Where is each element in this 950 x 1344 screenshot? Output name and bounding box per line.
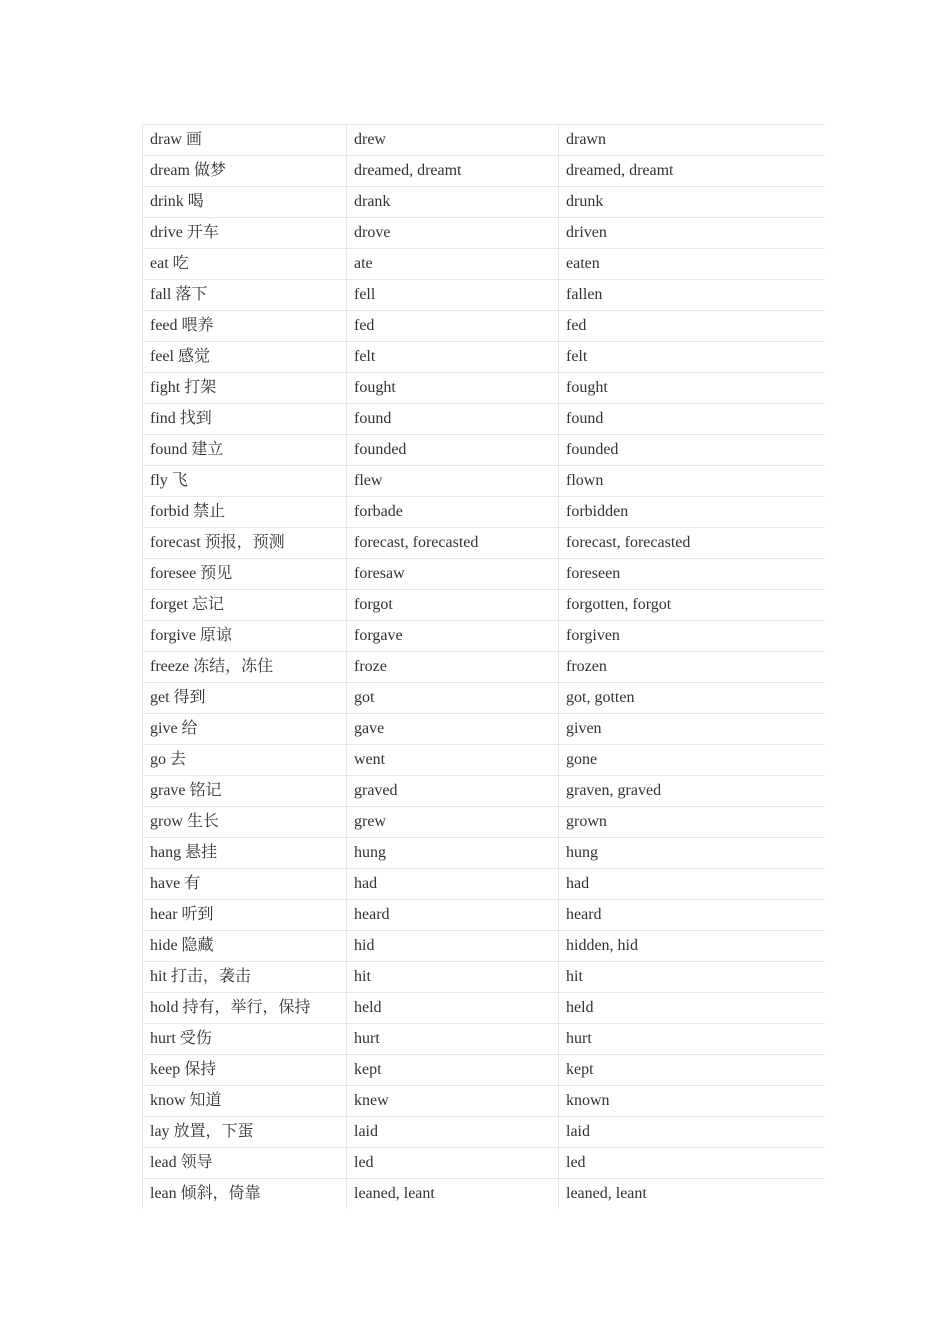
verb-past-participle: graven, graved <box>559 776 825 807</box>
verb-past-participle: fought <box>559 373 825 404</box>
verb-past-participle: heard <box>559 900 825 931</box>
table-row <box>143 714 825 745</box>
verb-past-participle: grown <box>559 807 825 838</box>
table-row <box>143 590 825 621</box>
verb-past-participle: forgiven <box>559 621 825 652</box>
verb-past-tense: drank <box>347 187 559 218</box>
verb-past-tense: dreamed, dreamt <box>347 156 559 187</box>
verb-base-form: draw 画 <box>143 125 347 156</box>
table-row <box>143 1179 825 1210</box>
table-row <box>143 745 825 776</box>
table-row <box>143 962 825 993</box>
verb-past-participle: hidden, hid <box>559 931 825 962</box>
table-row <box>143 218 825 249</box>
verb-past-participle: laid <box>559 1117 825 1148</box>
verb-past-tense: hurt <box>347 1024 559 1055</box>
verb-past-participle: known <box>559 1086 825 1117</box>
table-row <box>143 993 825 1024</box>
verb-past-tense: forgot <box>347 590 559 621</box>
verb-past-tense: graved <box>347 776 559 807</box>
verb-past-tense: had <box>347 869 559 900</box>
verb-base-form: go 去 <box>143 745 347 776</box>
verb-past-tense: went <box>347 745 559 776</box>
verb-past-tense: hung <box>347 838 559 869</box>
verb-past-tense: kept <box>347 1055 559 1086</box>
verb-base-form: know 知道 <box>143 1086 347 1117</box>
table-row <box>143 373 825 404</box>
verb-past-tense: heard <box>347 900 559 931</box>
table-row <box>143 1117 825 1148</box>
verb-base-form: forgive 原谅 <box>143 621 347 652</box>
verb-base-form: forecast 预报，预测 <box>143 528 347 559</box>
table-row <box>143 404 825 435</box>
verb-past-participle: got, gotten <box>559 683 825 714</box>
verb-past-participle: found <box>559 404 825 435</box>
verb-base-form: hold 持有，举行，保持 <box>143 993 347 1024</box>
verb-past-tense: knew <box>347 1086 559 1117</box>
table-row <box>143 311 825 342</box>
verb-past-participle: forbidden <box>559 497 825 528</box>
table-row <box>143 280 825 311</box>
verb-base-form: find 找到 <box>143 404 347 435</box>
table-row <box>143 342 825 373</box>
verb-past-tense: led <box>347 1148 559 1179</box>
verb-base-form: hear 听到 <box>143 900 347 931</box>
verb-past-participle: felt <box>559 342 825 373</box>
verb-past-tense: fought <box>347 373 559 404</box>
verb-table-body <box>143 125 825 1210</box>
verb-past-participle: frozen <box>559 652 825 683</box>
table-row <box>143 683 825 714</box>
verb-past-participle: eaten <box>559 249 825 280</box>
table-row <box>143 869 825 900</box>
verb-past-tense: hit <box>347 962 559 993</box>
table-row <box>143 466 825 497</box>
table-row <box>143 528 825 559</box>
verb-past-tense: drove <box>347 218 559 249</box>
verb-base-form: drive 开车 <box>143 218 347 249</box>
verb-past-participle: fed <box>559 311 825 342</box>
verb-past-tense: held <box>347 993 559 1024</box>
table-row <box>143 807 825 838</box>
table-row <box>143 559 825 590</box>
verb-base-form: have 有 <box>143 869 347 900</box>
table-row <box>143 156 825 187</box>
table-row <box>143 1055 825 1086</box>
verb-base-form: found 建立 <box>143 435 347 466</box>
verb-base-form: give 给 <box>143 714 347 745</box>
table-row <box>143 497 825 528</box>
verb-past-tense: got <box>347 683 559 714</box>
table-row <box>143 1086 825 1117</box>
table-row <box>143 652 825 683</box>
verb-base-form: foresee 预见 <box>143 559 347 590</box>
verb-base-form: drink 喝 <box>143 187 347 218</box>
verb-base-form: get 得到 <box>143 683 347 714</box>
verb-past-participle: hung <box>559 838 825 869</box>
table-row <box>143 187 825 218</box>
verb-past-participle: drawn <box>559 125 825 156</box>
verb-past-participle: foreseen <box>559 559 825 590</box>
verb-past-tense: forbade <box>347 497 559 528</box>
verb-past-participle: flown <box>559 466 825 497</box>
verb-past-participle: had <box>559 869 825 900</box>
verb-base-form: fly 飞 <box>143 466 347 497</box>
verb-past-participle: leaned, leant <box>559 1179 825 1210</box>
verb-base-form: hide 隐藏 <box>143 931 347 962</box>
verb-past-tense: forgave <box>347 621 559 652</box>
verb-past-participle: hit <box>559 962 825 993</box>
verb-base-form: hurt 受伤 <box>143 1024 347 1055</box>
verb-past-tense: felt <box>347 342 559 373</box>
verb-base-form: keep 保持 <box>143 1055 347 1086</box>
verb-base-form: dream 做梦 <box>143 156 347 187</box>
verb-past-tense: fed <box>347 311 559 342</box>
verb-base-form: lean 倾斜，倚靠 <box>143 1179 347 1210</box>
verb-past-participle: forecast, forecasted <box>559 528 825 559</box>
verb-base-form: grow 生长 <box>143 807 347 838</box>
verb-base-form: feed 喂养 <box>143 311 347 342</box>
verb-past-participle: drunk <box>559 187 825 218</box>
verb-past-participle: held <box>559 993 825 1024</box>
verb-past-tense: flew <box>347 466 559 497</box>
table-row <box>143 435 825 466</box>
verb-past-participle: gone <box>559 745 825 776</box>
table-row <box>143 1024 825 1055</box>
verb-past-participle: forgotten, forgot <box>559 590 825 621</box>
verb-base-form: lay 放置，下蛋 <box>143 1117 347 1148</box>
table-row <box>143 125 825 156</box>
verb-past-participle: fallen <box>559 280 825 311</box>
verb-past-tense: grew <box>347 807 559 838</box>
verb-base-form: forget 忘记 <box>143 590 347 621</box>
verb-past-participle: kept <box>559 1055 825 1086</box>
verb-base-form: fall 落下 <box>143 280 347 311</box>
table-row <box>143 1148 825 1179</box>
table-row <box>143 621 825 652</box>
irregular-verb-table <box>142 124 825 1209</box>
verb-base-form: lead 领导 <box>143 1148 347 1179</box>
verb-base-form: feel 感觉 <box>143 342 347 373</box>
verb-past-tense: forecast, forecasted <box>347 528 559 559</box>
verb-base-form: eat 吃 <box>143 249 347 280</box>
verb-base-form: hit 打击，袭击 <box>143 962 347 993</box>
table-row <box>143 838 825 869</box>
verb-past-tense: hid <box>347 931 559 962</box>
table-row <box>143 776 825 807</box>
verb-past-tense: froze <box>347 652 559 683</box>
table-row <box>143 931 825 962</box>
verb-past-tense: laid <box>347 1117 559 1148</box>
verb-past-tense: founded <box>347 435 559 466</box>
verb-past-tense: fell <box>347 280 559 311</box>
verb-base-form: grave 铭记 <box>143 776 347 807</box>
verb-past-tense: gave <box>347 714 559 745</box>
verb-base-form: hang 悬挂 <box>143 838 347 869</box>
verb-base-form: fight 打架 <box>143 373 347 404</box>
verb-past-participle: given <box>559 714 825 745</box>
verb-past-participle: hurt <box>559 1024 825 1055</box>
verb-past-participle: driven <box>559 218 825 249</box>
table-row <box>143 249 825 280</box>
verb-past-tense: foresaw <box>347 559 559 590</box>
verb-past-tense: drew <box>347 125 559 156</box>
verb-past-tense: found <box>347 404 559 435</box>
verb-past-tense: leaned, leant <box>347 1179 559 1210</box>
table-row <box>143 900 825 931</box>
verb-past-tense: ate <box>347 249 559 280</box>
verb-base-form: freeze 冻结，冻住 <box>143 652 347 683</box>
verb-past-participle: dreamed, dreamt <box>559 156 825 187</box>
verb-past-participle: led <box>559 1148 825 1179</box>
verb-past-participle: founded <box>559 435 825 466</box>
verb-base-form: forbid 禁止 <box>143 497 347 528</box>
